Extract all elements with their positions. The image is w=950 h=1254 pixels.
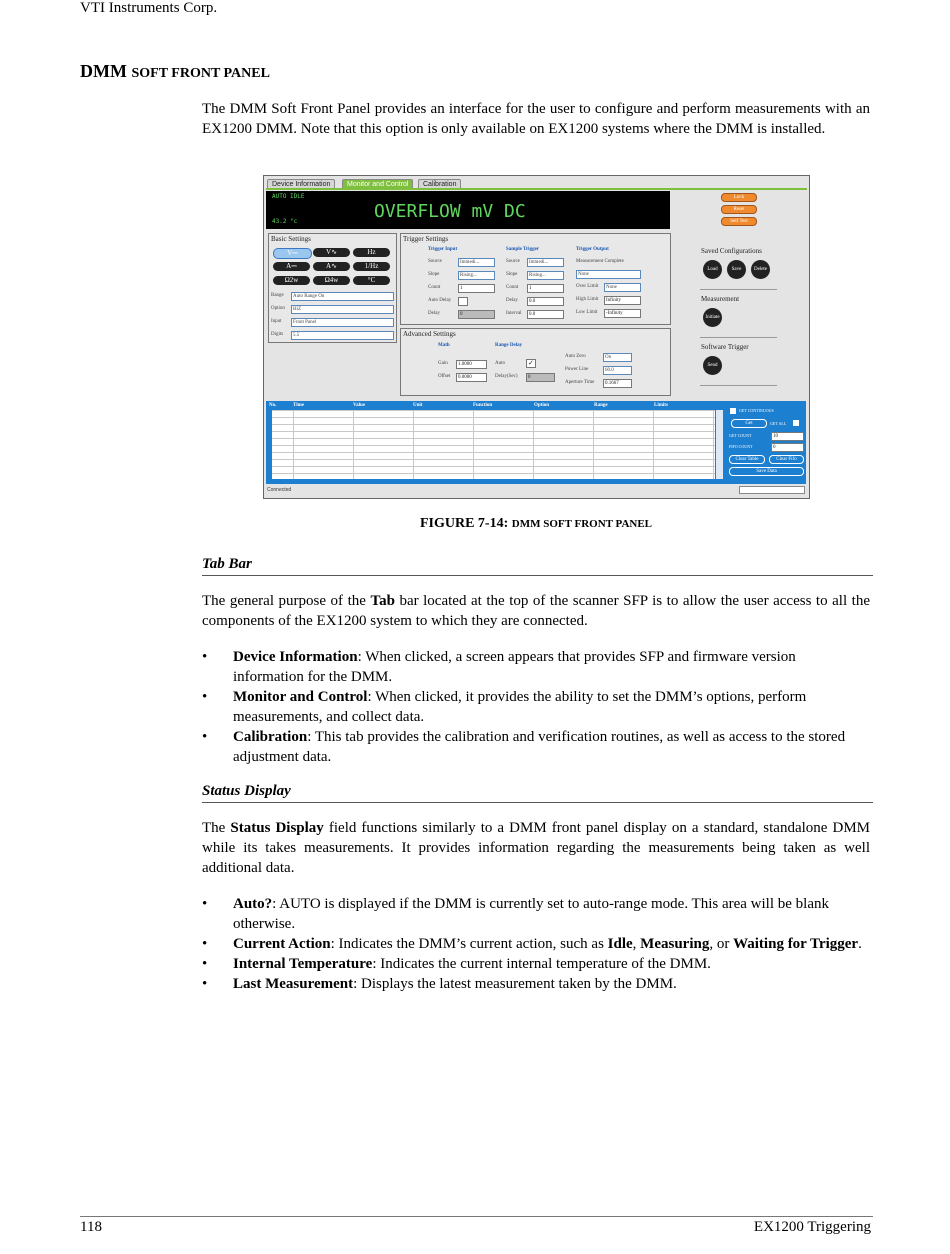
fifo-count-input[interactable]: 0 [771,443,804,452]
term: Monitor and Control [233,689,368,705]
term: Last Measurement [233,976,354,992]
progress-bar [739,486,805,494]
list-item [202,954,870,974]
text: The [202,820,231,836]
st-source-label: Source [506,259,520,264]
gain-label: Gain [438,361,448,366]
bullet-icon: • [202,649,208,665]
saved-configurations-title: Saved Configurations [701,247,762,255]
basic-settings-title: Basic Settings [271,235,311,243]
ohm4w-button[interactable]: Ω4w [313,276,350,285]
aci-button[interactable]: A∿ [313,262,350,271]
figure-caption [202,516,870,532]
bullet-icon: • [202,956,208,972]
ti-slope-label: Slope [428,272,440,277]
term: Device Information [233,649,358,665]
term: Internal Temperature [233,956,373,972]
list-item [202,934,870,954]
range-delay-title: Range Delay [495,343,523,348]
tab-calibration[interactable]: Calibration [418,179,461,189]
power-line-select[interactable]: 60.0 [603,366,632,375]
sample-trigger-title: Sample Trigger [506,247,540,252]
bullet-icon: • [202,896,208,912]
tab-bar-intro [202,591,870,631]
range-delay-auto-checkbox[interactable] [526,359,536,368]
range-select[interactable]: Auto Range On [291,292,394,301]
offset-label: Offset [438,374,451,379]
description: : This tab provides the calibration and verification routines, as well as access to the stored adjustment data. [233,729,846,765]
term: Calibration [233,729,308,745]
bold-term: Tab [370,593,395,609]
ti-count-input[interactable]: 1 [458,284,495,293]
footer-title: EX1200 Triggering [753,1219,871,1235]
option-label: Option [271,306,285,311]
bullet-icon: • [202,729,208,745]
data-table-panel [266,401,806,484]
section-title-rest: SOFT FRONT PANEL [131,66,270,81]
ti-source-select[interactable]: Immedi... [458,258,495,267]
text: . [858,936,862,952]
get-all-checkbox[interactable] [793,420,799,426]
list-item [202,687,870,727]
st-count-input[interactable]: 1 [527,284,564,293]
get-button[interactable]: Get [731,419,767,428]
tab-monitor-and-control[interactable]: Monitor and Control [342,179,413,189]
st-source-select[interactable]: Immedi... [527,258,564,267]
save-data-button[interactable]: Save Data [729,467,804,476]
range-delay-auto-label: Auto [495,361,505,366]
table-scrollbar[interactable] [716,410,723,479]
intro-paragraph: The DMM Soft Front Panel provides an interface for the user to configure and perform measurements with an EX1200 DMM. Note that this option is only available on EX1200 systems where the DMM is installed. [202,101,870,137]
status-display-intro [202,818,870,878]
get-count-label: GET COUNT [729,433,752,438]
data-table-body[interactable] [272,410,715,479]
period-button[interactable]: 1/Hz [353,262,390,271]
term: Waiting for Trigger [733,936,859,952]
text: field functions similarly to a DMM front panel display on a standard, standalone DMM while its takes measurements. It provides information regarding the measurements being taken as well additional data. [202,820,870,876]
ti-count-label: Count [428,285,441,290]
lock-button[interactable]: Lock [721,193,757,202]
ohm2w-button[interactable]: Ω2w [273,276,310,285]
internal-temperature: 43.2 °c [272,218,298,225]
range-label: Range [271,293,284,298]
auto-zero-select[interactable]: On [603,353,632,362]
trigger-output-title: Trigger Output [576,247,609,252]
divider [700,385,777,386]
send-button[interactable]: Send [703,356,722,375]
st-interval-label: Interval [506,311,522,316]
bullet-icon: • [202,689,208,705]
to-low-limit-input[interactable]: -Infinity [604,309,641,318]
math-title: Math [438,343,450,348]
option-select[interactable]: HiZ [291,305,394,314]
to-measurement-complete-select[interactable]: None [576,270,641,279]
text: bar located at the top of the scanner SFP is to allow the user access to all the components of the EX1200 system to which they are connected. [202,593,870,629]
to-high-limit-label: High Limit [576,297,599,302]
ti-auto-delay-checkbox[interactable] [458,297,468,306]
ti-delay-input[interactable]: 0 [458,310,495,319]
tab-bar-heading: Tab Bar [202,556,873,576]
trigger-input-title: Trigger Input [428,247,458,252]
col-function: Function [473,403,493,408]
digits-label: Digits [271,332,284,337]
to-over-limit-label: Over Limit [576,284,599,289]
fifo-count-label: FIFO COUNT [729,444,753,449]
divider [700,289,777,290]
ti-auto-delay-label: Auto Delay [428,298,452,303]
description: : When clicked, it provides the ability to set the DMM’s options, perform measurements, and collect data. [233,689,807,725]
digits-select[interactable]: 5.5 [291,331,394,340]
col-unit: Unit [413,403,423,408]
ti-source-label: Source [428,259,442,264]
aperture-time-input[interactable]: 0.1667 [603,379,632,388]
term: Auto? [233,896,273,912]
ti-delay-label: Delay [428,311,440,316]
status-display-list [202,894,870,994]
to-low-limit-label: Low Limit [576,310,598,315]
aperture-time-label: Aperture Time [565,380,595,385]
dci-button[interactable]: A⎓ [273,262,310,271]
bullet-icon: • [202,976,208,992]
auto-indicator: AUTO IDLE [272,193,305,200]
delete-button[interactable]: Delete [751,260,770,279]
term: Idle [607,936,633,952]
st-slope-select[interactable]: Rising... [527,271,564,280]
input-select[interactable]: Front Panel [291,318,394,327]
self-test-button[interactable]: Self Test [721,217,757,226]
st-delay-input[interactable]: 0.0 [527,297,564,306]
input-label: Input [271,319,282,324]
last-measurement: OVERFLOW mV DC [374,201,526,222]
advanced-settings-title: Advanced Settings [403,330,456,338]
figure-caption-text: DMM SOFT FRONT PANEL [511,518,653,530]
description: : When clicked, a screen appears that provides SFP and firmware version information for the DMM. [233,649,796,685]
tab-bar-list [202,647,870,767]
col-range: Range [594,403,608,408]
col-option: Option [534,403,550,408]
text: , or [709,936,734,952]
connection-status: Connected [267,487,292,493]
acv-button[interactable]: V∿ [313,248,350,257]
col-value: Value [353,403,366,408]
list-item [202,974,870,994]
range-delay-sec-label: Delay(Sec) [495,374,518,379]
description: : AUTO is displayed if the DMM is currently set to auto-range mode. This area will be blank otherwise. [233,896,830,932]
status-display [266,191,670,229]
trigger-settings-title: Trigger Settings [403,235,449,243]
bold-term: Status Display [230,820,324,836]
text: , [632,936,641,952]
to-over-limit-select[interactable]: None [604,283,641,292]
footer-rule [80,1216,873,1217]
measurement-title: Measurement [701,295,740,303]
list-item [202,647,870,687]
get-continuous-label: GET CONTINUOUS [739,408,774,413]
offset-input[interactable]: 0.0000 [456,373,487,382]
divider [700,337,777,338]
list-item [202,727,870,767]
section-title-first: DMM [80,61,127,81]
dcv-button[interactable]: V⎓ [273,248,312,259]
clear-table-button[interactable]: Clear Table [729,455,765,464]
description: : Indicates the DMM’s current action, such as [330,936,608,952]
st-delay-label: Delay [506,298,518,303]
term: Current Action [233,936,331,952]
clear-fifo-button[interactable]: Clear Fifo [769,455,804,464]
st-interval-input[interactable]: 0.0 [527,310,564,319]
figure-caption-prefix: FIGURE 7-14: [419,516,509,531]
auto-zero-label: Auto Zero [565,354,586,359]
load-button[interactable]: Load [703,260,722,279]
freq-button[interactable]: Hz [353,248,390,257]
get-count-input[interactable]: 10 [771,432,804,441]
col-limits: Limits [654,403,668,408]
page-number: 118 [80,1219,102,1235]
checkmark-icon: ✓ [528,359,534,367]
get-all-label: GET ALL [770,421,787,426]
ti-slope-select[interactable]: Rising... [458,271,495,280]
st-count-label: Count [506,285,519,290]
text: The general purpose of the [202,593,371,609]
get-continuous-checkbox[interactable] [730,408,736,414]
range-delay-sec-input[interactable]: 0 [526,373,555,382]
bullet-icon: • [202,936,208,952]
col-no: No. [269,403,277,408]
software-trigger-title: Software Trigger [701,343,749,351]
st-slope-label: Slope [506,272,518,277]
temp-button[interactable]: °C [353,276,390,285]
tab-device-information[interactable]: Device Information [267,179,335,189]
term: Measuring [640,936,710,952]
description: : Displays the latest measurement taken by the DMM. [353,976,677,992]
gain-input[interactable]: 1.0000 [456,360,487,369]
tab-underline [266,188,807,190]
description: : Indicates the current internal temperature of the DMM. [372,956,711,972]
section-title [80,61,270,82]
reset-button[interactable]: Reset [721,205,757,214]
save-button[interactable]: Save [727,260,746,279]
initiate-button[interactable]: Initiate [703,308,722,327]
power-line-label: Power Line [565,367,589,372]
to-high-limit-input[interactable]: Infinity [604,296,641,305]
to-measurement-complete-label: Measurement Complete [576,259,624,264]
col-time: Time [293,403,305,408]
status-display-heading: Status Display [202,783,873,803]
running-header: VTI Instruments Corp. [80,0,218,16]
list-item [202,894,870,934]
